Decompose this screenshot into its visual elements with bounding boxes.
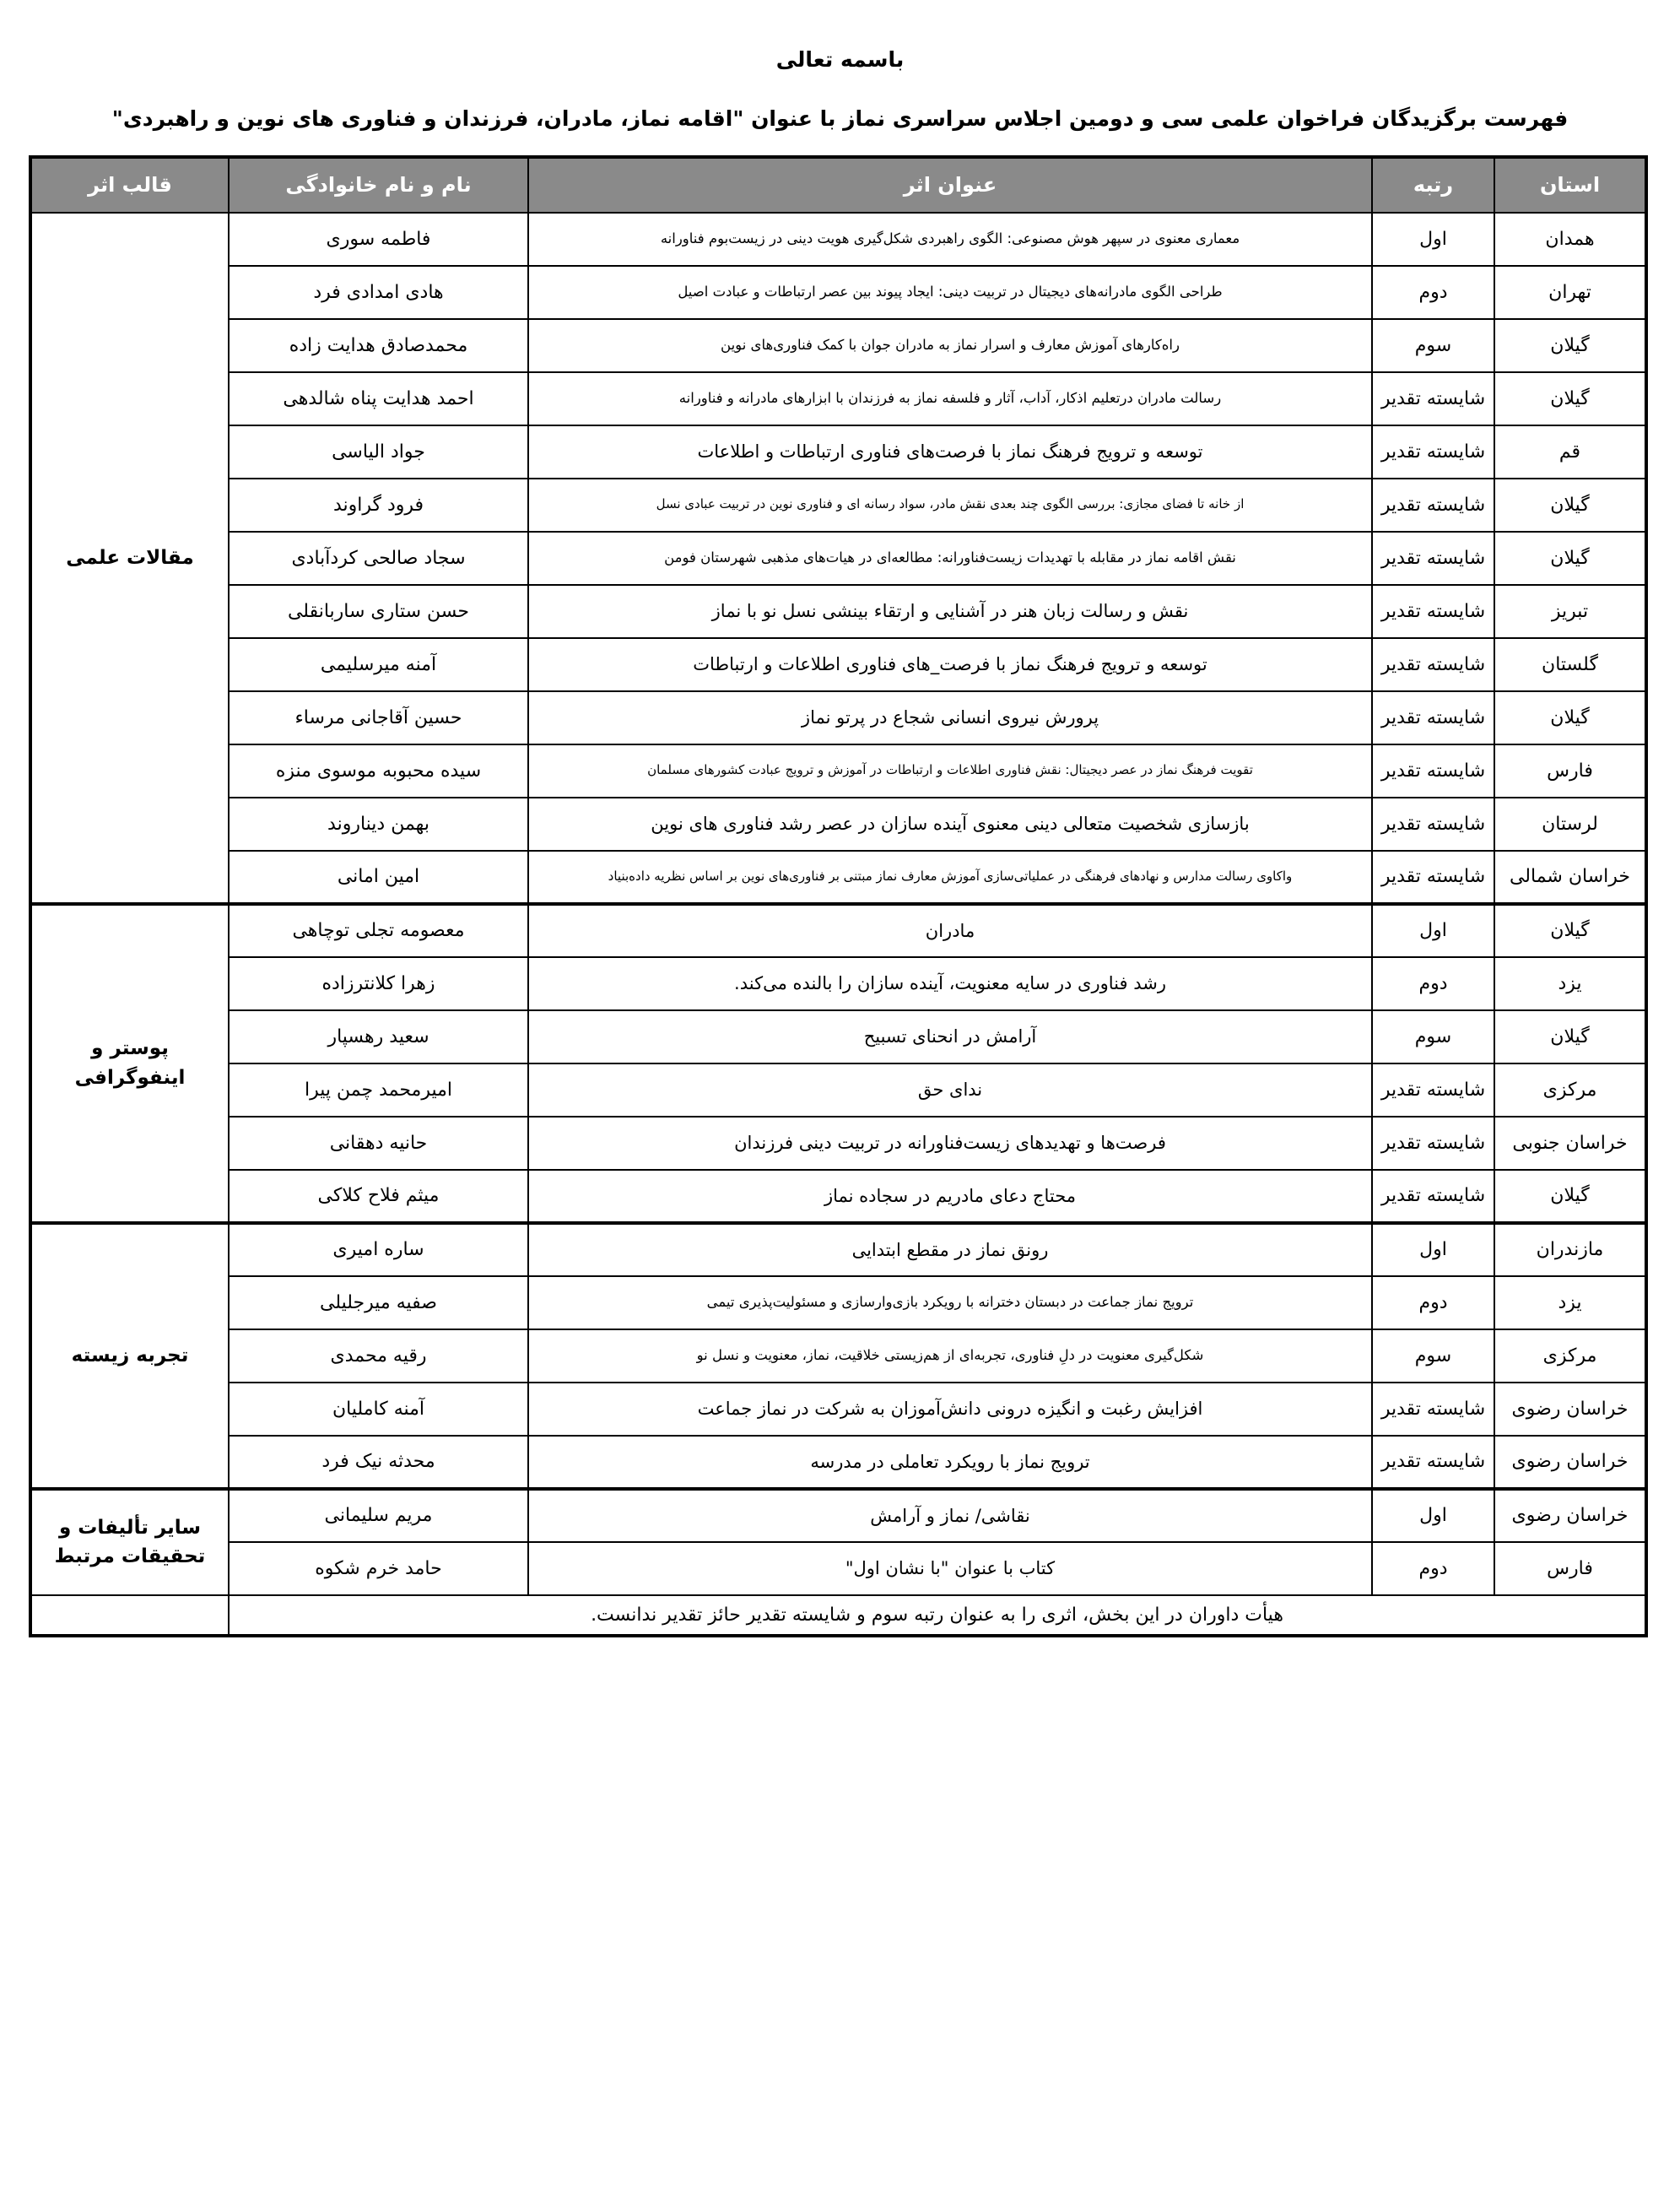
table-row bbox=[30, 1542, 1646, 1595]
table-row bbox=[30, 1117, 1646, 1170]
cell-province: یزد bbox=[1494, 957, 1646, 1010]
cell-province: گیلان bbox=[1494, 904, 1646, 957]
cell-province: گیلان bbox=[1494, 372, 1646, 425]
table-row bbox=[30, 851, 1646, 904]
table-row bbox=[30, 1489, 1646, 1542]
cell-name: محدثه نیک فرد bbox=[229, 1436, 528, 1489]
cell-title: بازسازی شخصیت متعالی دینی معنوی آینده سازان در عصر رشد فناوری های نوین bbox=[528, 798, 1372, 851]
table-row bbox=[30, 798, 1646, 851]
cell-province: خراسان شمالی bbox=[1494, 851, 1646, 904]
cell-name: حانیه دهقانی bbox=[229, 1117, 528, 1170]
cell-rank: شایسته تقدیر bbox=[1372, 1117, 1494, 1170]
cell-rank: شایسته تقدیر bbox=[1372, 1383, 1494, 1436]
cell-name: زهرا کلانترزاده bbox=[229, 957, 528, 1010]
cell-title: مادران bbox=[528, 904, 1372, 957]
cell-title: ترویج نماز با رویکرد تعاملی در مدرسه bbox=[528, 1436, 1372, 1489]
cell-province: لرستان bbox=[1494, 798, 1646, 851]
table-row bbox=[30, 585, 1646, 638]
table-row bbox=[30, 1010, 1646, 1063]
table-row bbox=[30, 425, 1646, 479]
cell-province: همدان bbox=[1494, 213, 1646, 266]
table-row bbox=[30, 372, 1646, 425]
table-row bbox=[30, 744, 1646, 798]
cell-rank: اول bbox=[1372, 213, 1494, 266]
cell-province: خراسان رضوی bbox=[1494, 1489, 1646, 1542]
cell-province: تهران bbox=[1494, 266, 1646, 319]
cell-title: نقش و رسالت زبان هنر در آشنایی و ارتقاء بینشی نسل نو با نماز bbox=[528, 585, 1372, 638]
cell-province: فارس bbox=[1494, 1542, 1646, 1595]
cell-name: حسین آقاجانی مرساء bbox=[229, 691, 528, 744]
table-header bbox=[30, 157, 1646, 213]
cell-province: تبریز bbox=[1494, 585, 1646, 638]
cell-province: مازندران bbox=[1494, 1223, 1646, 1276]
cell-province: یزد bbox=[1494, 1276, 1646, 1329]
column-header-title: عنوان اثر bbox=[528, 157, 1372, 213]
cell-title: نقش اقامه نماز در مقابله با تهدیدات زیست‌فناورانه: مطالعه‌ای در هیات‌های مذهبی شهرستان فومن bbox=[528, 532, 1372, 585]
cell-rank: شایسته تقدیر bbox=[1372, 851, 1494, 904]
header-row bbox=[30, 157, 1646, 213]
cell-title: پرورش نیروی انسانی شجاع در پرتو نماز bbox=[528, 691, 1372, 744]
cell-title: طراحی الگوی مادرانه‌های دیجیتال در تربیت دینی: ایجاد پیوند بین عصر ارتباطات و عبادت اصیل bbox=[528, 266, 1372, 319]
table-row bbox=[30, 638, 1646, 691]
table-row bbox=[30, 1276, 1646, 1329]
cell-rank: دوم bbox=[1372, 1276, 1494, 1329]
cell-province: مرکزی bbox=[1494, 1329, 1646, 1383]
table-row bbox=[30, 1383, 1646, 1436]
cell-name: محمدصادق هدایت زاده bbox=[229, 319, 528, 372]
cell-title: فرصت‌ها و تهدیدهای زیست‌فناورانه در تربیت دینی فرزندان bbox=[528, 1117, 1372, 1170]
cell-province: گیلان bbox=[1494, 319, 1646, 372]
cell-title: افزایش رغبت و انگیزه درونی دانش‌آموزان به شرکت در نماز جماعت bbox=[528, 1383, 1372, 1436]
cell-name: بهمن دیناروند bbox=[229, 798, 528, 851]
cell-name: حسن ستاری ساربانقلی bbox=[229, 585, 528, 638]
cell-rank: دوم bbox=[1372, 1542, 1494, 1595]
cell-rank: سوم bbox=[1372, 1010, 1494, 1063]
cell-province: گیلان bbox=[1494, 1010, 1646, 1063]
cell-name: ساره امیری bbox=[229, 1223, 528, 1276]
cell-title: رونق نماز در مقطع ابتدایی bbox=[528, 1223, 1372, 1276]
cell-rank: اول bbox=[1372, 904, 1494, 957]
table-row bbox=[30, 691, 1646, 744]
table-row bbox=[30, 532, 1646, 585]
cell-title: واکاوی رسالت مدارس و نهادهای فرهنگی در عملیاتی‌سازی آموزش معارف نماز مبتنی بر فناوری‌های نوین بر اساس نظریه داده‌بنیاد bbox=[528, 851, 1372, 904]
cell-province: گیلان bbox=[1494, 1170, 1646, 1223]
cell-name: هادی امدادی فرد bbox=[229, 266, 528, 319]
cell-title: رشد فناوری در سایه معنویت، آینده سازان را بالنده می‌کند. bbox=[528, 957, 1372, 1010]
cell-rank: اول bbox=[1372, 1489, 1494, 1542]
cell-rank: شایسته تقدیر bbox=[1372, 798, 1494, 851]
table-row bbox=[30, 1436, 1646, 1489]
cell-province: گلستان bbox=[1494, 638, 1646, 691]
cell-province: قم bbox=[1494, 425, 1646, 479]
cell-province: گیلان bbox=[1494, 479, 1646, 532]
cell-name: معصومه تجلی توچاهی bbox=[229, 904, 528, 957]
column-header-category: قالب اثر bbox=[30, 157, 229, 213]
table-row bbox=[30, 266, 1646, 319]
cell-name: صفیه میرجلیلی bbox=[229, 1276, 528, 1329]
cell-name: امیرمحمد چمن پیرا bbox=[229, 1063, 528, 1117]
cell-province: گیلان bbox=[1494, 532, 1646, 585]
document-page bbox=[0, 47, 1680, 1654]
footnote-category-blank bbox=[30, 1595, 229, 1636]
column-header-name: نام و نام خانوادگی bbox=[229, 157, 528, 213]
cell-category: تجربه زیسته bbox=[30, 1223, 229, 1489]
cell-title: رسالت مادران درتعلیم اذکار، آداب، آثار و فلسفه نماز به فرزندان با ابزارهای مادرانه و فناورانه bbox=[528, 372, 1372, 425]
cell-rank: شایسته تقدیر bbox=[1372, 1170, 1494, 1223]
cell-category: پوستر و اینفوگرافی bbox=[30, 904, 229, 1223]
cell-rank: شایسته تقدیر bbox=[1372, 425, 1494, 479]
cell-name: آمنه میرسلیمی bbox=[229, 638, 528, 691]
table-row bbox=[30, 479, 1646, 532]
cell-province: خراسان جنوبی bbox=[1494, 1117, 1646, 1170]
cell-name: میثم فلاح کلاکی bbox=[229, 1170, 528, 1223]
cell-province: فارس bbox=[1494, 744, 1646, 798]
cell-rank: شایسته تقدیر bbox=[1372, 372, 1494, 425]
cell-name: امین امانی bbox=[229, 851, 528, 904]
cell-title: تقویت فرهنگ نماز در عصر دیجیتال: نقش فناوری اطلاعات و ارتباطات در آموزش و ترویج عبادت کشورهای مسلمان bbox=[528, 744, 1372, 798]
cell-name: سجاد صالحی کردآبادی bbox=[229, 532, 528, 585]
cell-name: سیده محبوبه موسوی منزه bbox=[229, 744, 528, 798]
cell-rank: سوم bbox=[1372, 319, 1494, 372]
cell-rank: شایسته تقدیر bbox=[1372, 585, 1494, 638]
column-header-rank: رتبه bbox=[1372, 157, 1494, 213]
cell-category: سایر تألیفات و تحقیقات مرتبط bbox=[30, 1489, 229, 1595]
cell-title: ندای حق bbox=[528, 1063, 1372, 1117]
column-header-province: استان bbox=[1494, 157, 1646, 213]
footnote-text: هیأت داوران در این بخش، اثری را به عنوان رتبه سوم و شایسته تقدیر حائز تقدیر ندانست. bbox=[229, 1595, 1646, 1636]
cell-province: گیلان bbox=[1494, 691, 1646, 744]
cell-title: کتاب با عنوان "با نشان اول" bbox=[528, 1542, 1372, 1595]
cell-name: آمنه کاملیان bbox=[229, 1383, 528, 1436]
table-row bbox=[30, 957, 1646, 1010]
table-row bbox=[30, 1063, 1646, 1117]
cell-title: توسعه و ترویج فرهنگ نماز با فرصت_های فناوری اطلاعات و ارتباطات bbox=[528, 638, 1372, 691]
footnote-row bbox=[30, 1595, 1646, 1636]
table-row bbox=[30, 1329, 1646, 1383]
cell-rank: شایسته تقدیر bbox=[1372, 1063, 1494, 1117]
awards-table bbox=[29, 155, 1648, 1637]
cell-rank: شایسته تقدیر bbox=[1372, 691, 1494, 744]
page-title: فهرست برگزیدگان فراخوان علمی سی و دومین اجلاس سراسری نماز با عنوان "اقامه نماز، مادران، فرزندان و فناوری های نوین و راهبردی" bbox=[111, 106, 1569, 131]
cell-province: خراسان رضوی bbox=[1494, 1436, 1646, 1489]
cell-name: حامد خرم شکوه bbox=[229, 1542, 528, 1595]
cell-rank: دوم bbox=[1372, 957, 1494, 1010]
cell-title: راه‌کارهای آموزش معارف و اسرار نماز به مادران جوان با کمک فناوری‌های نوین bbox=[528, 319, 1372, 372]
cell-rank: شایسته تقدیر bbox=[1372, 479, 1494, 532]
table-row bbox=[30, 1170, 1646, 1223]
cell-name: فرود گراوند bbox=[229, 479, 528, 532]
cell-title: آرامش در انحنای تسبیح bbox=[528, 1010, 1372, 1063]
table-row bbox=[30, 213, 1646, 266]
cell-province: مرکزی bbox=[1494, 1063, 1646, 1117]
bismillah-line: باسمه تعالی bbox=[775, 47, 905, 72]
cell-title: توسعه و ترویج فرهنگ نماز با فرصت‌های فناوری ارتباطات و اطلاعات bbox=[528, 425, 1372, 479]
cell-name: احمد هدایت پناه شالدهی bbox=[229, 372, 528, 425]
table-body bbox=[30, 213, 1646, 1636]
cell-province: خراسان رضوی bbox=[1494, 1383, 1646, 1436]
table-row bbox=[30, 904, 1646, 957]
cell-category: مقالات علمی bbox=[30, 213, 229, 904]
cell-rank: شایسته تقدیر bbox=[1372, 744, 1494, 798]
cell-rank: دوم bbox=[1372, 266, 1494, 319]
cell-title: محتاج دعای مادریم در سجاده نماز bbox=[528, 1170, 1372, 1223]
cell-name: جواد الیاسی bbox=[229, 425, 528, 479]
cell-title: معماری معنوی در سپهر هوش مصنوعی: الگوی راهبردی شکل‌گیری هویت دینی در زیست‌بوم فناورانه bbox=[528, 213, 1372, 266]
table-row bbox=[30, 319, 1646, 372]
cell-title: ترویج نماز جماعت در دبستان دخترانه با رویکرد بازی‌وارسازی و مسئولیت‌پذیری تیمی bbox=[528, 1276, 1372, 1329]
cell-name: رقیه محمدی bbox=[229, 1329, 528, 1383]
cell-name: مریم سلیمانی bbox=[229, 1489, 528, 1542]
cell-title: از خانه تا فضای مجازی: بررسی الگوی چند بعدی نقش مادر، سواد رسانه ای و فناوری نوین در تربیت عبادی نسل bbox=[528, 479, 1372, 532]
table-row bbox=[30, 1223, 1646, 1276]
cell-rank: شایسته تقدیر bbox=[1372, 1436, 1494, 1489]
cell-rank: سوم bbox=[1372, 1329, 1494, 1383]
cell-rank: اول bbox=[1372, 1223, 1494, 1276]
cell-rank: شایسته تقدیر bbox=[1372, 532, 1494, 585]
cell-name: فاطمه سوری bbox=[229, 213, 528, 266]
cell-rank: شایسته تقدیر bbox=[1372, 638, 1494, 691]
cell-name: سعید رهسپار bbox=[229, 1010, 528, 1063]
cell-title: نقاشی/ نماز و آرامش bbox=[528, 1489, 1372, 1542]
cell-title: شکل‌گیری معنویت در دلِ فناوری، تجربه‌ای از هم‌زیستی خلاقیت، نماز، معنویت و نسل نو bbox=[528, 1329, 1372, 1383]
